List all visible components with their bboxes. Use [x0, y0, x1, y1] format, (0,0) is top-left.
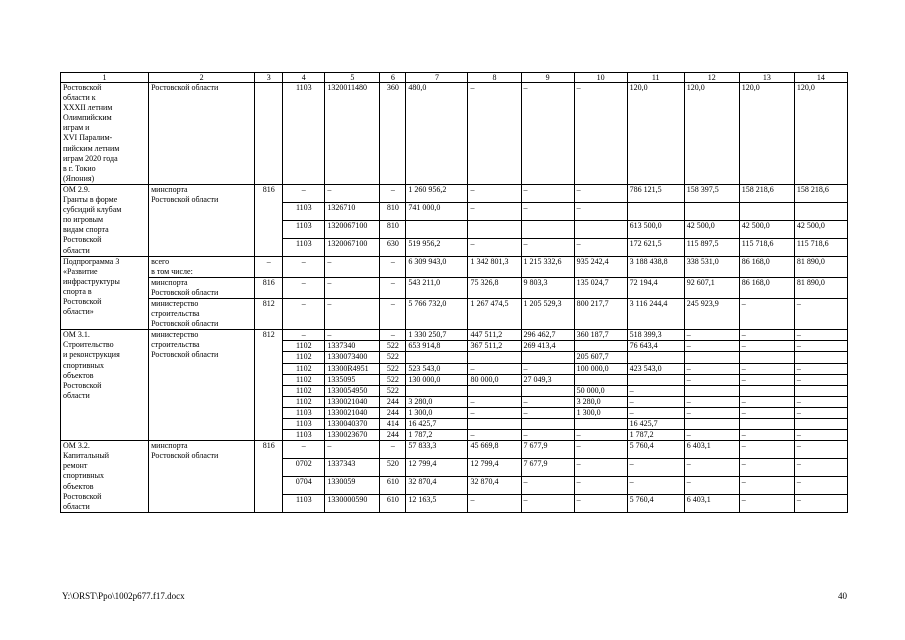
amount-cell: – — [684, 374, 739, 385]
amount-cell: – — [684, 477, 739, 495]
section-code-cell: 1103 — [283, 494, 325, 512]
section-code-cell: 1103 — [283, 202, 325, 220]
amount-cell: – — [574, 494, 627, 512]
section-code-cell: 1102 — [283, 385, 325, 396]
executor-cell: минспорта Ростовской области — [149, 441, 255, 513]
budget-table-page — [60, 72, 848, 513]
amount-cell: – — [468, 407, 521, 418]
program-name-cell: ОМ 3.1. Строительство и реконструкция спортивных объектов Ростовской области — [61, 330, 149, 441]
amount-cell: 800 217,7 — [574, 298, 627, 329]
amount-cell: – — [684, 430, 739, 441]
amount-cell — [794, 202, 847, 220]
amount-cell: 45 669,8 — [468, 441, 521, 459]
amount-cell: 32 870,4 — [468, 477, 521, 495]
target-code-cell: 1330059 — [325, 477, 380, 495]
amount-cell: – — [794, 459, 847, 477]
amount-cell: – — [739, 330, 794, 341]
amount-cell: 12 799,4 — [468, 459, 521, 477]
target-code-cell: – — [325, 256, 380, 277]
amount-cell: 16 425,7 — [627, 419, 684, 430]
amount-cell: – — [468, 363, 521, 374]
executor-cell: минспорта Ростовской области — [149, 184, 255, 256]
amount-cell — [627, 352, 684, 363]
target-code-cell: 1330054950 — [325, 385, 380, 396]
amount-cell — [468, 419, 521, 430]
amount-cell — [574, 374, 627, 385]
amount-cell: 42 500,0 — [794, 220, 847, 238]
amount-cell: – — [794, 330, 847, 341]
section-code-cell: – — [283, 256, 325, 277]
amount-cell — [684, 352, 739, 363]
table-row — [61, 256, 848, 277]
target-code-cell: 1320067100 — [325, 238, 380, 256]
amount-cell: – — [794, 441, 847, 459]
amount-cell: – — [521, 202, 574, 220]
amount-cell — [627, 202, 684, 220]
target-code-cell: 1330021040 — [325, 407, 380, 418]
expense-type-cell: – — [380, 330, 406, 341]
ministry-code-cell: 816 — [255, 184, 283, 256]
amount-cell: – — [468, 396, 521, 407]
amount-cell: – — [521, 184, 574, 202]
amount-cell: 5 760,4 — [627, 494, 684, 512]
program-name-cell: ОМ 2.9. Гранты в форме субсидий клубам по игровым видам спорта Ростовской области — [61, 184, 149, 256]
target-code-cell: 1326710 — [325, 202, 380, 220]
table-row — [61, 184, 848, 202]
amount-cell — [521, 385, 574, 396]
amount-cell: 1 300,0 — [406, 407, 468, 418]
expense-type-cell: 610 — [380, 494, 406, 512]
amount-cell: 543 211,0 — [406, 277, 468, 298]
amount-cell: – — [574, 202, 627, 220]
amount-cell: – — [739, 363, 794, 374]
amount-cell: 120,0 — [794, 83, 847, 185]
target-code-cell: 1320067100 — [325, 220, 380, 238]
amount-cell: 367 511,2 — [468, 341, 521, 352]
target-code-cell: 1337343 — [325, 459, 380, 477]
amount-cell: 786 121,5 — [627, 184, 684, 202]
amount-cell: – — [684, 363, 739, 374]
amount-cell: 6 309 943,0 — [406, 256, 468, 277]
amount-cell: – — [468, 238, 521, 256]
table-row — [61, 298, 848, 329]
amount-cell: – — [574, 459, 627, 477]
amount-cell: – — [521, 494, 574, 512]
amount-cell: – — [574, 184, 627, 202]
amount-cell: 1 260 956,2 — [406, 184, 468, 202]
section-code-cell: 1102 — [283, 396, 325, 407]
amount-cell — [468, 220, 521, 238]
amount-cell: 158 397,5 — [684, 184, 739, 202]
amount-cell: 86 168,0 — [739, 277, 794, 298]
amount-cell: – — [794, 430, 847, 441]
amount-cell — [739, 352, 794, 363]
amount-cell: – — [574, 83, 627, 185]
amount-cell — [574, 419, 627, 430]
section-code-cell: 1103 — [283, 430, 325, 441]
amount-cell: 158 218,6 — [794, 184, 847, 202]
ministry-code-cell: – — [255, 256, 283, 277]
target-code-cell: 1330021040 — [325, 396, 380, 407]
section-code-cell: – — [283, 277, 325, 298]
amount-cell: – — [794, 374, 847, 385]
amount-cell: – — [739, 441, 794, 459]
expense-type-cell: 520 — [380, 459, 406, 477]
header-cell: 3 — [255, 73, 283, 83]
expense-type-cell: 244 — [380, 407, 406, 418]
amount-cell: – — [521, 396, 574, 407]
expense-type-cell: – — [380, 441, 406, 459]
amount-cell: – — [627, 385, 684, 396]
amount-cell: – — [521, 83, 574, 185]
executor-cell: министерство строительства Ростовской области — [149, 330, 255, 441]
program-name-cell: ОМ 3.2. Капитальный ремонт спортивных объектов Ростовской области — [61, 441, 149, 513]
amount-cell: – — [574, 441, 627, 459]
expense-type-cell: 522 — [380, 341, 406, 352]
section-code-cell: 1103 — [283, 419, 325, 430]
amount-cell: 5 766 732,0 — [406, 298, 468, 329]
expense-type-cell: 522 — [380, 352, 406, 363]
amount-cell: – — [684, 459, 739, 477]
amount-cell: 5 760,4 — [627, 441, 684, 459]
amount-cell: 1 300,0 — [574, 407, 627, 418]
amount-cell: – — [684, 330, 739, 341]
header-cell: 6 — [380, 73, 406, 83]
amount-cell: – — [627, 477, 684, 495]
section-code-cell: 0704 — [283, 477, 325, 495]
amount-cell: 523 543,0 — [406, 363, 468, 374]
expense-type-cell: 414 — [380, 419, 406, 430]
amount-cell: – — [574, 477, 627, 495]
budget-table — [60, 72, 848, 513]
header-cell: 9 — [521, 73, 574, 83]
target-code-cell: – — [325, 441, 380, 459]
amount-cell: – — [468, 202, 521, 220]
header-cell: 4 — [283, 73, 325, 83]
section-code-cell: 1103 — [283, 238, 325, 256]
amount-cell: – — [521, 477, 574, 495]
amount-cell: 9 803,3 — [521, 277, 574, 298]
table-body — [61, 73, 848, 513]
target-code-cell: 1330040370 — [325, 419, 380, 430]
header-cell: 14 — [794, 73, 847, 83]
amount-cell: 1 330 250,7 — [406, 330, 468, 341]
amount-cell: – — [794, 396, 847, 407]
amount-cell: 447 511,2 — [468, 330, 521, 341]
header-cell: 13 — [739, 73, 794, 83]
section-code-cell: 1102 — [283, 374, 325, 385]
amount-cell: – — [468, 83, 521, 185]
amount-cell — [794, 419, 847, 430]
amount-cell: – — [794, 477, 847, 495]
amount-cell: 6 403,1 — [684, 494, 739, 512]
amount-cell: 480,0 — [406, 83, 468, 185]
amount-cell: 245 923,9 — [684, 298, 739, 329]
amount-cell: 158 218,6 — [739, 184, 794, 202]
expense-type-cell: 810 — [380, 220, 406, 238]
header-cell: 1 — [61, 73, 149, 83]
amount-cell: – — [684, 341, 739, 352]
section-code-cell: 1103 — [283, 83, 325, 185]
amount-cell: – — [574, 430, 627, 441]
amount-cell: 269 413,4 — [521, 341, 574, 352]
header-cell: 10 — [574, 73, 627, 83]
amount-cell: 741 000,0 — [406, 202, 468, 220]
amount-cell: – — [794, 363, 847, 374]
target-code-cell: 1330073400 — [325, 352, 380, 363]
amount-cell — [739, 385, 794, 396]
amount-cell: 360 187,7 — [574, 330, 627, 341]
table-row — [61, 83, 848, 185]
header-cell: 8 — [468, 73, 521, 83]
amount-cell: – — [739, 298, 794, 329]
program-name-cell: Ростовской области к XXXII летним Олимпийским играм и XVI Паралим- пийским летним играм 2020 года в г. Токио (Япония) — [61, 83, 149, 185]
expense-type-cell: 610 — [380, 477, 406, 495]
executor-cell: всего в том числе: — [149, 256, 255, 277]
footer-file-path: Y:\ORST\Ppo\1002p677.f17.docx — [62, 591, 185, 601]
amount-cell: 423 543,0 — [627, 363, 684, 374]
target-code-cell: 13300R4951 — [325, 363, 380, 374]
expense-type-cell: 522 — [380, 385, 406, 396]
amount-cell: 205 607,7 — [574, 352, 627, 363]
section-code-cell: – — [283, 441, 325, 459]
amount-cell: 75 326,8 — [468, 277, 521, 298]
table-row — [61, 441, 848, 459]
amount-cell: 76 643,4 — [627, 341, 684, 352]
amount-cell: 1 215 332,6 — [521, 256, 574, 277]
executor-cell: министерство строительства Ростовской области — [149, 298, 255, 329]
amount-cell: – — [794, 298, 847, 329]
amount-cell: 81 890,0 — [794, 277, 847, 298]
amount-cell: – — [739, 396, 794, 407]
amount-cell — [684, 202, 739, 220]
amount-cell — [406, 385, 468, 396]
amount-cell: – — [794, 341, 847, 352]
expense-type-cell: 630 — [380, 238, 406, 256]
expense-type-cell: – — [380, 184, 406, 202]
section-code-cell: 1102 — [283, 341, 325, 352]
target-code-cell: 1330023670 — [325, 430, 380, 441]
section-code-cell: – — [283, 184, 325, 202]
amount-cell — [574, 341, 627, 352]
expense-type-cell: – — [380, 256, 406, 277]
target-code-cell: 1320011480 — [325, 83, 380, 185]
amount-cell: 27 049,3 — [521, 374, 574, 385]
amount-cell: – — [739, 407, 794, 418]
amount-cell: – — [684, 407, 739, 418]
target-code-cell: – — [325, 184, 380, 202]
expense-type-cell: 522 — [380, 374, 406, 385]
table-row — [61, 330, 848, 341]
amount-cell: 115 718,6 — [794, 238, 847, 256]
header-cell: 7 — [406, 73, 468, 83]
amount-cell: – — [468, 184, 521, 202]
target-code-cell: – — [325, 330, 380, 341]
amount-cell: – — [739, 459, 794, 477]
amount-cell: 1 342 801,3 — [468, 256, 521, 277]
amount-cell: 7 677,9 — [521, 459, 574, 477]
amount-cell: 32 870,4 — [406, 477, 468, 495]
amount-cell: 519 956,2 — [406, 238, 468, 256]
amount-cell: 81 890,0 — [794, 256, 847, 277]
amount-cell: – — [627, 459, 684, 477]
executor-cell: минспорта Ростовской области — [149, 277, 255, 298]
amount-cell — [684, 385, 739, 396]
amount-cell: 1 787,2 — [406, 430, 468, 441]
section-code-cell: – — [283, 298, 325, 329]
header-row — [61, 73, 848, 83]
amount-cell: 16 425,7 — [406, 419, 468, 430]
program-name-cell: Подпрограмма 3 «Развитие инфраструктуры спорта в Ростовской области» — [61, 256, 149, 330]
header-cell: 2 — [149, 73, 255, 83]
amount-cell: 296 462,7 — [521, 330, 574, 341]
ministry-code-cell: 816 — [255, 441, 283, 513]
amount-cell: 3 116 244,4 — [627, 298, 684, 329]
amount-cell — [794, 385, 847, 396]
section-code-cell: – — [283, 330, 325, 341]
amount-cell: 86 168,0 — [739, 256, 794, 277]
expense-type-cell: 244 — [380, 396, 406, 407]
expense-type-cell: 360 — [380, 83, 406, 185]
expense-type-cell: 522 — [380, 363, 406, 374]
amount-cell — [684, 419, 739, 430]
page-number: 40 — [838, 591, 847, 601]
amount-cell: – — [627, 407, 684, 418]
amount-cell — [468, 352, 521, 363]
amount-cell: 613 500,0 — [627, 220, 684, 238]
amount-cell: 120,0 — [739, 83, 794, 185]
amount-cell: – — [739, 494, 794, 512]
amount-cell: 3 188 438,8 — [627, 256, 684, 277]
header-cell: 11 — [627, 73, 684, 83]
target-code-cell: – — [325, 277, 380, 298]
amount-cell: 72 194,4 — [627, 277, 684, 298]
ministry-code-cell: 812 — [255, 298, 283, 329]
expense-type-cell: 244 — [380, 430, 406, 441]
amount-cell: 1 205 529,3 — [521, 298, 574, 329]
target-code-cell: – — [325, 298, 380, 329]
amount-cell — [739, 202, 794, 220]
amount-cell: 3 280,0 — [574, 396, 627, 407]
amount-cell: 338 531,0 — [684, 256, 739, 277]
expense-type-cell: 810 — [380, 202, 406, 220]
expense-type-cell: – — [380, 277, 406, 298]
amount-cell — [521, 352, 574, 363]
amount-cell: – — [794, 494, 847, 512]
amount-cell: – — [684, 396, 739, 407]
amount-cell: – — [468, 494, 521, 512]
amount-cell: 653 914,8 — [406, 341, 468, 352]
amount-cell: – — [521, 430, 574, 441]
amount-cell: – — [468, 430, 521, 441]
amount-cell: – — [794, 407, 847, 418]
amount-cell: 42 500,0 — [684, 220, 739, 238]
target-code-cell: 1335095 — [325, 374, 380, 385]
amount-cell: – — [627, 396, 684, 407]
executor-cell: Ростовской области — [149, 83, 255, 185]
amount-cell: – — [739, 341, 794, 352]
amount-cell: – — [739, 374, 794, 385]
amount-cell: 120,0 — [627, 83, 684, 185]
amount-cell: 115 897,5 — [684, 238, 739, 256]
amount-cell: 518 399,3 — [627, 330, 684, 341]
amount-cell: 135 024,7 — [574, 277, 627, 298]
amount-cell: 12 163,5 — [406, 494, 468, 512]
amount-cell: 12 799,4 — [406, 459, 468, 477]
amount-cell: 80 000,0 — [468, 374, 521, 385]
target-code-cell: 1337340 — [325, 341, 380, 352]
amount-cell — [406, 352, 468, 363]
amount-cell: 3 280,0 — [406, 396, 468, 407]
amount-cell: 92 607,1 — [684, 277, 739, 298]
table-row — [61, 277, 848, 298]
section-code-cell: 1103 — [283, 407, 325, 418]
header-cell: 12 — [684, 73, 739, 83]
section-code-cell: 0702 — [283, 459, 325, 477]
header-cell: 5 — [325, 73, 380, 83]
amount-cell — [627, 374, 684, 385]
amount-cell: 50 000,0 — [574, 385, 627, 396]
ministry-code-cell: 816 — [255, 277, 283, 298]
amount-cell — [521, 220, 574, 238]
amount-cell: – — [574, 238, 627, 256]
amount-cell: 42 500,0 — [739, 220, 794, 238]
amount-cell — [521, 419, 574, 430]
expense-type-cell: – — [380, 298, 406, 329]
section-code-cell: 1102 — [283, 363, 325, 374]
section-code-cell: 1102 — [283, 352, 325, 363]
amount-cell: – — [521, 407, 574, 418]
amount-cell: – — [739, 430, 794, 441]
amount-cell: 7 677,9 — [521, 441, 574, 459]
amount-cell — [574, 220, 627, 238]
amount-cell: 1 267 474,5 — [468, 298, 521, 329]
ministry-code-cell: 812 — [255, 330, 283, 441]
target-code-cell: 1330000590 — [325, 494, 380, 512]
amount-cell — [406, 220, 468, 238]
ministry-code-cell — [255, 83, 283, 185]
amount-cell: – — [521, 238, 574, 256]
amount-cell: 935 242,4 — [574, 256, 627, 277]
section-code-cell: 1103 — [283, 220, 325, 238]
amount-cell — [794, 352, 847, 363]
amount-cell: 57 833,3 — [406, 441, 468, 459]
amount-cell: 6 403,1 — [684, 441, 739, 459]
amount-cell: – — [521, 363, 574, 374]
amount-cell: 100 000,0 — [574, 363, 627, 374]
amount-cell: 115 718,6 — [739, 238, 794, 256]
amount-cell: 120,0 — [684, 83, 739, 185]
amount-cell: 1 787,2 — [627, 430, 684, 441]
amount-cell — [739, 419, 794, 430]
amount-cell: – — [739, 477, 794, 495]
amount-cell: 130 000,0 — [406, 374, 468, 385]
amount-cell — [468, 385, 521, 396]
amount-cell: 172 621,5 — [627, 238, 684, 256]
